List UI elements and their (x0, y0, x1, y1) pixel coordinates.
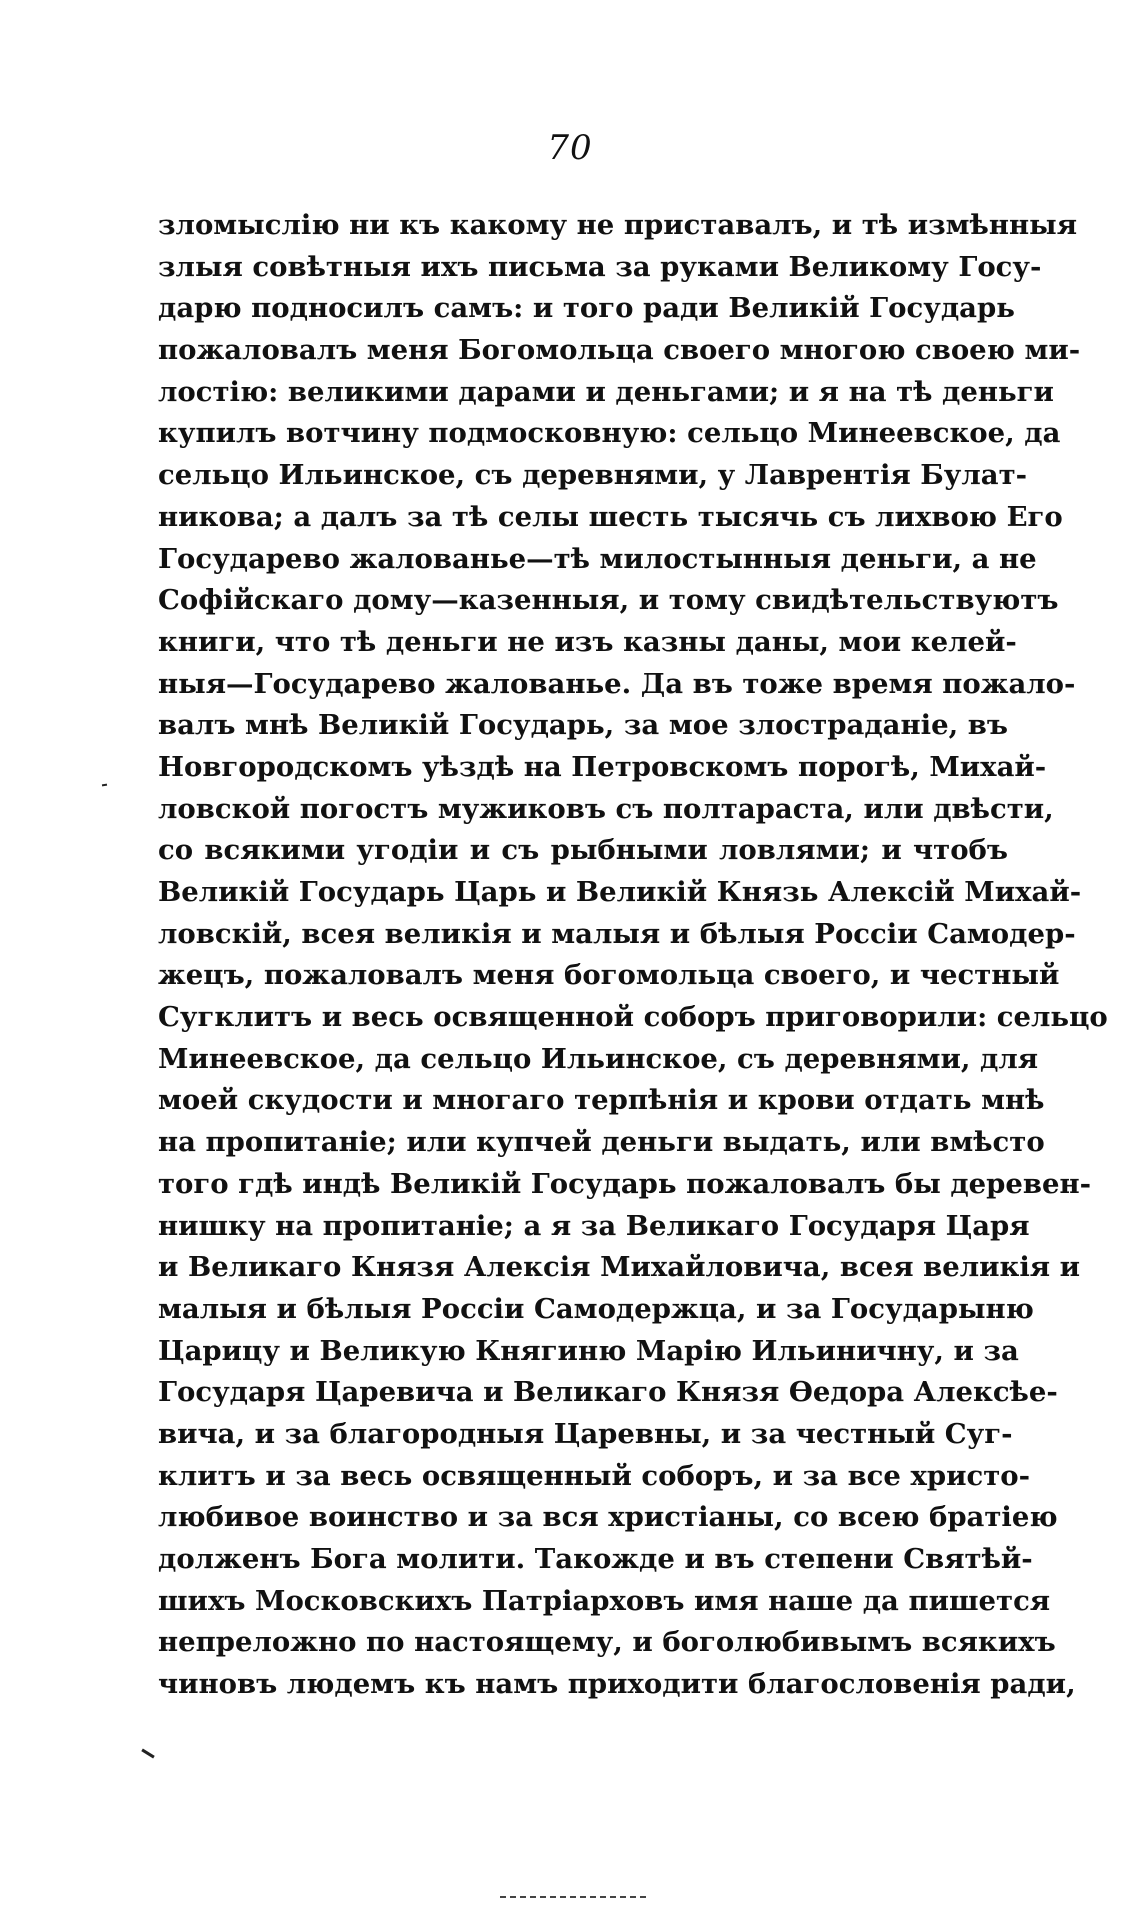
text-line: купилъ вотчину подмосковную: сельцо Минеевское, да (158, 417, 1061, 450)
text-line: жецъ, пожаловалъ меня богомольца своего, и честный (158, 959, 1060, 992)
text-line: Царицу и Великую Княгиню Марію Ильиничну, и за (158, 1334, 1019, 1367)
text-line: клитъ и за весь освященный соборъ, и за все христо- (158, 1459, 1031, 1492)
text-line: нишку на пропитаніе; а я за Великаго Государя Царя (158, 1209, 1030, 1242)
bottom-rule (500, 1896, 646, 1898)
page-number: 70 (547, 128, 593, 168)
text-line: сельцо Ильинское, съ деревнями, у Лаврентія Булат- (158, 459, 1028, 492)
text-line: пожаловалъ меня Богомольца своего многою своею ми- (158, 334, 1081, 367)
text-line: вича, и за благородныя Царевны, и за честный Суг- (158, 1417, 1013, 1450)
text-line: ловскій, всея великія и малыя и бѣлыя Россіи Самодер- (158, 917, 1076, 950)
text-line: Государя Царевича и Великаго Князя Ѳедора Алексѣе- (158, 1376, 1058, 1409)
text-line: малыя и бѣлыя Россіи Самодержца, и за Государыню (158, 1292, 1034, 1325)
text-line: ныя—Государево жалованье. Да въ тоже время пожало- (158, 667, 1076, 700)
body-text (158, 205, 1108, 1706)
text-line: и Великаго Князя Алексія Михайловича, всея великія и (158, 1251, 1081, 1284)
text-line: Новгородскомъ уѣздѣ на Петровскомъ порогѣ, Михай- (158, 750, 1047, 783)
text-line: никова; а далъ за тѣ селы шесть тысячь съ лихвою Его (158, 500, 1063, 533)
text-line: Минеевское, да сельцо Ильинское, съ деревнями, для (158, 1042, 1039, 1075)
text-line: ловской погостъ мужиковъ съ полтараста, или двѣсти, (158, 792, 1054, 825)
text-line: на пропитаніе; или купчей деньги выдать, или вмѣсто (158, 1126, 1045, 1159)
text-line: валъ мнѣ Великій Государь, за мое злостраданіе, въ (158, 709, 1008, 742)
text-line: любивое воинство и за вся христіаны, со всею братіею (158, 1501, 1058, 1534)
text-line: Софійскаго дому—казенныя, и тому свидѣтельствуютъ (158, 584, 1059, 617)
text-line: злыя совѣтныя ихъ письма за руками Великому Госу- (158, 250, 1042, 283)
text-line: чиновъ людемъ къ намъ приходити благословенія ради, (158, 1668, 1076, 1701)
text-line: того гдѣ индѣ Великій Государь пожаловалъ бы деревен- (158, 1167, 1092, 1200)
text-line: моей скудости и многаго терпѣнія и крови отдать мнѣ (158, 1084, 1045, 1117)
text-line: книги, что тѣ деньги не изъ казны даны, мои келей- (158, 625, 1017, 658)
text-line: лостію: великими дарами и деньгами; и я на тѣ деньги (158, 375, 1054, 408)
text-line: зломыслію ни къ какому не приставалъ, и тѣ измѣнныя (158, 209, 1078, 241)
text-line: шихъ Московскихъ Патріарховъ имя наше да пишется (158, 1584, 1051, 1617)
text-line: дарю подносилъ самъ: и того ради Великій Государь (158, 292, 1015, 325)
ink-speck (141, 1749, 154, 1759)
text-line: непреложно по настоящему, и боголюбивымъ всякихъ (158, 1626, 1056, 1659)
text-line: Государево жалованье—тѣ милостынныя деньги, а не (158, 542, 1037, 575)
text-line: со всякими угодіи и съ рыбными ловлями; и чтобъ (158, 834, 1008, 867)
text-line: долженъ Бога молити. Такожде и въ степени Святѣй- (158, 1543, 1033, 1575)
text-line: Сугклитъ и весь освященной соборъ приговорили: сельцо (158, 1001, 1108, 1034)
ink-speck (102, 784, 107, 787)
text-line: Великій Государь Царь и Великій Князь Алексій Михай- (158, 876, 1082, 908)
